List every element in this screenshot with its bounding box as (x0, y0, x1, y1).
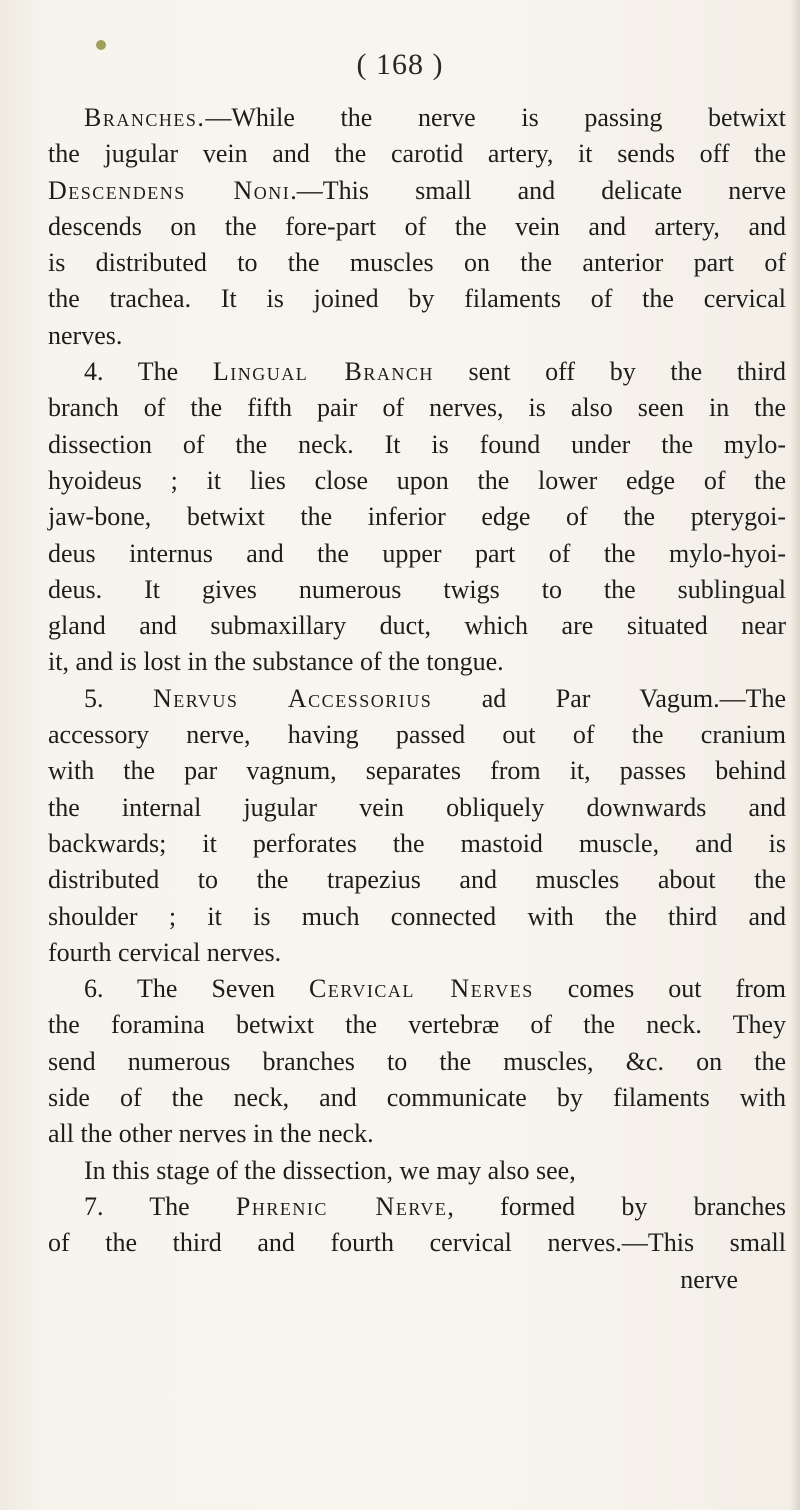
text-line (48, 717, 786, 753)
text-line (48, 281, 786, 317)
text-line (48, 790, 786, 826)
text-run: nerves. (48, 320, 123, 350)
text-line (48, 390, 786, 426)
text-run: hyoideus ; it lies close upon the lower edge of the (48, 465, 786, 495)
text-run: shoulder ; it is much connected with the third and (48, 901, 786, 931)
small-caps-heading: Branches. (84, 103, 206, 132)
page-number: ( 168 ) (356, 48, 444, 81)
text-run: —While the nerve is passing betwixt (205, 103, 786, 132)
text-run: gland and submaxillary duct, which are situated near (48, 611, 786, 641)
text-run: deus internus and the upper part of the mylo-hyoi- (48, 538, 786, 568)
text-line (48, 136, 786, 172)
text-run: distributed to the trapezius and muscles about the (48, 865, 786, 895)
text-run: nerve (680, 1264, 738, 1294)
small-caps-heading: Phrenic Nerve (235, 1191, 448, 1221)
small-caps-heading: Lingual Branch (212, 357, 434, 387)
text-run: dissection of the neck. It is found under the mylo- (48, 429, 786, 459)
text-line (48, 427, 786, 463)
text-run: 4. The (84, 357, 213, 387)
text-run: deus. It gives numerous twigs to the sublingual (48, 574, 786, 604)
text-line (48, 536, 786, 572)
text-line (48, 318, 786, 354)
text-line (48, 1007, 786, 1043)
text-line (48, 1262, 786, 1298)
body-text (48, 100, 786, 1298)
text-run: the trachea. It is joined by filaments of the cervical (48, 284, 786, 314)
text-line (48, 354, 786, 390)
text-line (48, 209, 786, 245)
text-run: fourth cervical nerves. (48, 937, 282, 967)
text-run: .—This small and delicate nerve (290, 175, 786, 205)
text-run: the jugular vein and the carotid artery, it sends off the (48, 139, 786, 169)
text-run: , formed by branches (447, 1191, 786, 1221)
text-line (48, 753, 786, 789)
text-run: 7. The (84, 1191, 236, 1221)
text-line (48, 1080, 786, 1116)
small-caps-heading: Descendens Noni (48, 175, 291, 205)
text-line (48, 1189, 786, 1225)
text-line (48, 681, 786, 717)
text-line (48, 644, 786, 680)
text-run: the foramina betwixt the vertebræ of the neck. They (48, 1010, 786, 1040)
text-run: 6. The Seven (84, 974, 310, 1004)
text-run: send numerous branches to the muscles, &c. on the (48, 1046, 786, 1076)
text-run: branch of the fifth pair of nerves, is also seen in the (48, 393, 786, 423)
text-line (48, 971, 786, 1007)
small-caps-heading: Cervical Nerves (309, 974, 534, 1004)
text-line (48, 935, 786, 971)
text-line (48, 862, 786, 898)
text-run: descends on the fore-part of the vein and artery, and (48, 211, 786, 241)
text-line (48, 100, 786, 136)
text-line (48, 1225, 786, 1261)
text-run: sent off by the third (433, 357, 786, 387)
text-run: with the par vagnum, separates from it, passes behind (48, 756, 786, 786)
text-line (48, 1153, 786, 1189)
text-run: comes out from (533, 974, 786, 1004)
page-edge-shadow (790, 0, 800, 1510)
text-line (48, 1116, 786, 1152)
text-run: side of the neck, and communicate by filaments with (48, 1083, 786, 1113)
text-line (48, 899, 786, 935)
text-line (48, 245, 786, 281)
text-line (48, 463, 786, 499)
text-line (48, 572, 786, 608)
text-line (48, 608, 786, 644)
small-caps-heading: Nervus Accessorius (153, 683, 433, 713)
text-line (48, 173, 786, 209)
text-line (48, 826, 786, 862)
text-run: jaw-bone, betwixt the inferior edge of the pterygoi- (48, 502, 786, 532)
text-run: accessory nerve, having passed out of the cranium (48, 720, 786, 750)
text-run: backwards; it perforates the mastoid muscle, and is (48, 828, 786, 858)
text-line (48, 499, 786, 535)
text-run: 5. (84, 683, 153, 713)
text-run: In this stage of the dissection, we may also see, (84, 1155, 576, 1185)
text-run: ad Par Vagum.—The (432, 683, 786, 713)
text-run: it, and is lost in the substance of the tongue. (48, 647, 504, 677)
text-run: of the third and fourth cervical nerves.—This small (48, 1228, 786, 1258)
text-line (48, 1044, 786, 1080)
text-run: the internal jugular vein obliquely downwards and (48, 792, 786, 822)
text-run: all the other nerves in the neck. (48, 1119, 374, 1149)
text-run: is distributed to the muscles on the anterior part of (48, 248, 786, 278)
